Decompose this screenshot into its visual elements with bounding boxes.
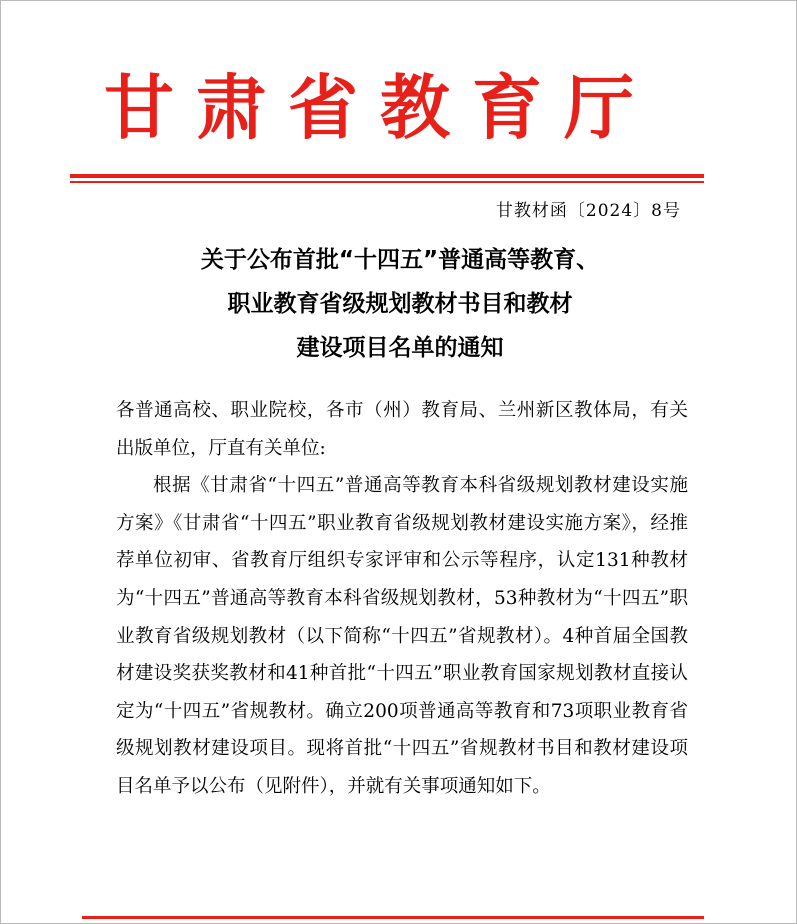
addressee-paragraph: 各普通高校、职业院校，各市（州）教育局、兰州新区教体局，有关出版单位，厅直有关单位: bbox=[116, 400, 688, 459]
document-number: 甘教材函〔2024〕8号 bbox=[495, 201, 681, 221]
notice-body bbox=[116, 392, 688, 806]
body-paragraph: 根据《甘肃省“十四五”普通高等教育本科省级规划教材建设实施方案》《甘肃省“十四五”职业教育省级规划教材建设实施方案》，经推荐单位初审、省教育厅组织专家评审和公示等程序，认定131种教材为“十四五”普通高等教育本科省级规划教材，53种教材为“十四五”职业教育省级规划教材（以下简称“十四五”省规教材）。4种首届全国教材建设奖获奖教材和41种首批“十四五”职业教育国家规划教材直接认定为“十四五”省规教材。确立200项普通高等教育和73项职业教育省级规划教材建设项目。现将首批“十四五”省规教材书目和教材建设项目名单予以公布（见附件），并就有关事项通知如下。 bbox=[116, 475, 688, 797]
header-rule-thin bbox=[70, 181, 704, 183]
org-masthead: 甘肃省教育厅 bbox=[104, 67, 656, 149]
header-rule-thick bbox=[70, 174, 704, 178]
title-line-1: 关于公布首批“十四五”普通高等教育、 bbox=[200, 247, 600, 273]
title-line-2: 职业教育省级规划教材书目和教材 bbox=[227, 291, 573, 317]
title-line-3: 建设项目名单的通知 bbox=[296, 335, 504, 361]
notice-title bbox=[60, 238, 740, 370]
footer-rule bbox=[82, 916, 704, 919]
